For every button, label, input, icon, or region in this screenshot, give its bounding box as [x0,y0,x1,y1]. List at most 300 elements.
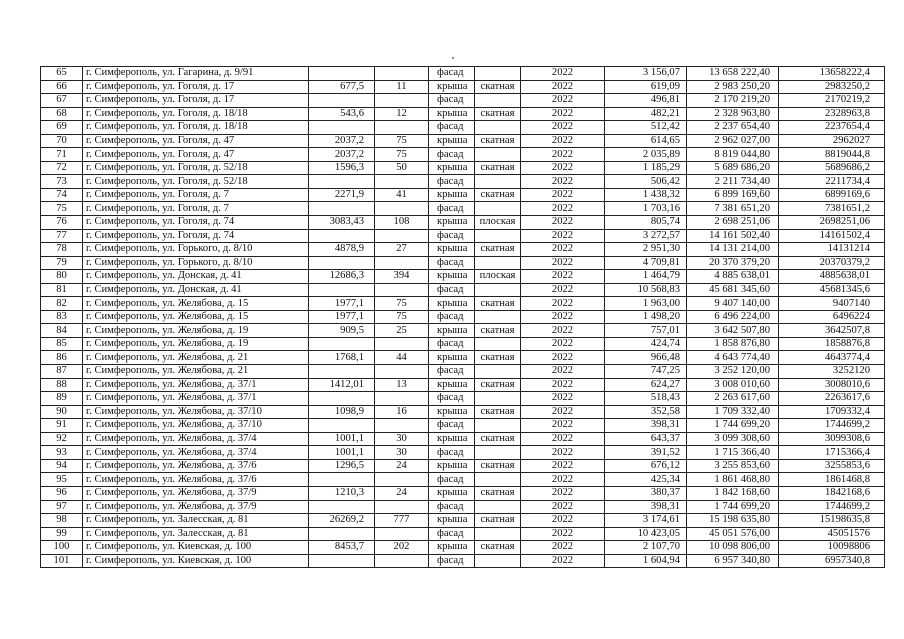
count-cell [375,256,429,270]
row-number-cell: 95 [41,473,83,487]
row-number-cell: 99 [41,527,83,541]
total-cell: 1861468,8 [779,473,885,487]
year-cell: 2022 [521,541,605,555]
table-row [41,134,885,148]
roof-type-cell [475,554,521,568]
year-cell: 2022 [521,283,605,297]
address-cell: г. Симферополь, ул. Желябова, д. 37/6 [83,459,309,473]
row-number-cell: 85 [41,337,83,351]
address-cell: г. Симферополь, ул. Желябова, д. 37/10 [83,405,309,419]
year-cell: 2022 [521,527,605,541]
area-cell [309,527,375,541]
table-row [41,310,885,324]
unit-cost-cell: 619,09 [605,80,687,94]
row-number-cell: 89 [41,392,83,406]
area-cell: 8453,7 [309,541,375,555]
work-type-cell: фасад [429,365,475,379]
roof-type-cell [475,229,521,243]
count-cell [375,94,429,108]
roof-type-cell: скатная [475,351,521,365]
unit-cost-cell: 2 951,30 [605,243,687,257]
roof-type-cell [475,256,521,270]
work-type-cell: крыша [429,270,475,284]
address-cell: г. Симферополь, ул. Залесская, д. 81 [83,527,309,541]
count-cell: 25 [375,324,429,338]
count-cell [375,337,429,351]
price-cell: 20 370 379,20 [687,256,779,270]
table-row [41,188,885,202]
table-row [41,256,885,270]
price-cell: 2 263 617,60 [687,392,779,406]
address-cell: г. Симферополь, ул. Желябова, д. 37/9 [83,500,309,514]
address-cell: г. Симферополь, ул. Желябова, д. 37/10 [83,419,309,433]
count-cell: 24 [375,486,429,500]
table-row [41,459,885,473]
unit-cost-cell: 643,37 [605,432,687,446]
total-cell: 7381651,2 [779,202,885,216]
address-cell: г. Симферополь, ул. Горького, д. 8/10 [83,256,309,270]
total-cell: 8819044,8 [779,148,885,162]
area-cell [309,256,375,270]
address-cell: г. Симферополь, ул. Гоголя, д. 52/18 [83,175,309,189]
row-number-cell: 88 [41,378,83,392]
table-row [41,202,885,216]
unit-cost-cell: 1 185,29 [605,161,687,175]
year-cell: 2022 [521,175,605,189]
address-cell: г. Симферополь, ул. Гоголя, д. 7 [83,188,309,202]
address-cell: г. Симферополь, ул. Гоголя, д. 17 [83,80,309,94]
total-cell: 6899169,6 [779,188,885,202]
area-cell: 2271,9 [309,188,375,202]
price-cell: 6 899 169,60 [687,188,779,202]
count-cell [375,175,429,189]
area-cell [309,94,375,108]
price-cell: 14 131 214,00 [687,243,779,257]
count-cell: 75 [375,148,429,162]
unit-cost-cell: 966,48 [605,351,687,365]
year-cell: 2022 [521,121,605,135]
table-row [41,419,885,433]
area-cell [309,500,375,514]
address-cell: г. Симферополь, ул. Залесская, д. 81 [83,514,309,528]
price-cell: 3 255 853,60 [687,459,779,473]
area-cell: 1596,3 [309,161,375,175]
row-number-cell: 86 [41,351,83,365]
address-cell: г. Симферополь, ул. Гоголя, д. 18/18 [83,107,309,121]
table-row [41,527,885,541]
row-number-cell: 81 [41,283,83,297]
work-type-cell: фасад [429,175,475,189]
unit-cost-cell: 391,52 [605,446,687,460]
table-row [41,94,885,108]
work-type-cell: крыша [429,243,475,257]
row-number-cell: 65 [41,67,83,81]
address-cell: г. Симферополь, ул. Желябова, д. 15 [83,310,309,324]
work-type-cell: фасад [429,148,475,162]
roof-type-cell: скатная [475,297,521,311]
price-cell: 10 098 806,00 [687,541,779,555]
count-cell: 30 [375,446,429,460]
area-cell [309,202,375,216]
total-cell: 13658222,4 [779,67,885,81]
table-row [41,337,885,351]
unit-cost-cell: 506,42 [605,175,687,189]
unit-cost-cell: 398,31 [605,419,687,433]
roof-type-cell [475,527,521,541]
row-number-cell: 70 [41,134,83,148]
row-number-cell: 80 [41,270,83,284]
roof-type-cell [475,365,521,379]
count-cell [375,283,429,297]
total-cell: 1715366,4 [779,446,885,460]
roof-type-cell: скатная [475,432,521,446]
address-cell: г. Симферополь, ул. Желябова, д. 21 [83,351,309,365]
total-cell: 1842168,6 [779,486,885,500]
work-type-cell: крыша [429,188,475,202]
row-number-cell: 100 [41,541,83,555]
area-cell: 2037,2 [309,134,375,148]
unit-cost-cell: 496,81 [605,94,687,108]
address-cell: г. Симферополь, ул. Гоголя, д. 47 [83,134,309,148]
row-number-cell: 94 [41,459,83,473]
area-cell: 1977,1 [309,297,375,311]
row-number-cell: 67 [41,94,83,108]
row-number-cell: 66 [41,80,83,94]
price-cell: 1 744 699,20 [687,419,779,433]
roof-type-cell: скатная [475,405,521,419]
year-cell: 2022 [521,188,605,202]
unit-cost-cell: 424,74 [605,337,687,351]
price-cell: 3 099 308,60 [687,432,779,446]
area-cell: 1296,5 [309,459,375,473]
row-number-cell: 82 [41,297,83,311]
roof-type-cell: скатная [475,514,521,528]
total-cell: 2170219,2 [779,94,885,108]
count-cell [375,500,429,514]
address-cell: г. Симферополь, ул. Желябова, д. 21 [83,365,309,379]
area-cell: 909,5 [309,324,375,338]
total-cell: 2962027 [779,134,885,148]
work-type-cell: фасад [429,67,475,81]
row-number-cell: 76 [41,216,83,230]
table-row [41,148,885,162]
row-number-cell: 90 [41,405,83,419]
count-cell: 13 [375,378,429,392]
roof-type-cell: скатная [475,161,521,175]
address-cell: г. Симферополь, ул. Гоголя, д. 47 [83,148,309,162]
year-cell: 2022 [521,324,605,338]
roof-type-cell [475,419,521,433]
work-type-cell: крыша [429,514,475,528]
unit-cost-cell: 3 156,07 [605,67,687,81]
unit-cost-cell: 1 963,00 [605,297,687,311]
year-cell: 2022 [521,500,605,514]
price-cell: 3 252 120,00 [687,365,779,379]
year-cell: 2022 [521,80,605,94]
total-cell: 3099308,6 [779,432,885,446]
area-cell: 1768,1 [309,351,375,365]
price-cell: 2 698 251,06 [687,216,779,230]
area-cell: 1210,3 [309,486,375,500]
area-cell: 1977,1 [309,310,375,324]
address-cell: г. Симферополь, ул. Киевская, д. 100 [83,541,309,555]
table-row [41,175,885,189]
roof-type-cell [475,202,521,216]
roof-type-cell [475,392,521,406]
price-cell: 2 170 219,20 [687,94,779,108]
year-cell: 2022 [521,378,605,392]
area-cell: 1098,9 [309,405,375,419]
work-type-cell: фасад [429,256,475,270]
total-cell: 3008010,6 [779,378,885,392]
total-cell: 4643774,4 [779,351,885,365]
work-type-cell: фасад [429,229,475,243]
roof-type-cell: скатная [475,243,521,257]
address-cell: г. Симферополь, ул. Гагарина, д. 9/91 [83,67,309,81]
unit-cost-cell: 10 423,05 [605,527,687,541]
unit-cost-cell: 1 703,16 [605,202,687,216]
work-type-cell: фасад [429,121,475,135]
year-cell: 2022 [521,554,605,568]
total-cell: 3255853,6 [779,459,885,473]
area-cell [309,67,375,81]
area-cell [309,283,375,297]
row-number-cell: 74 [41,188,83,202]
work-type-cell: фасад [429,283,475,297]
row-number-cell: 96 [41,486,83,500]
work-type-cell: фасад [429,310,475,324]
row-number-cell: 71 [41,148,83,162]
work-type-cell: крыша [429,378,475,392]
address-cell: г. Симферополь, ул. Желябова, д. 37/4 [83,446,309,460]
area-cell: 677,5 [309,80,375,94]
unit-cost-cell: 3 174,61 [605,514,687,528]
work-type-cell: фасад [429,473,475,487]
address-cell: г. Симферополь, ул. Горького, д. 8/10 [83,243,309,257]
price-cell: 1 858 876,80 [687,337,779,351]
row-number-cell: 69 [41,121,83,135]
price-cell: 14 161 502,40 [687,229,779,243]
roof-type-cell: плоская [475,216,521,230]
count-cell: 27 [375,243,429,257]
area-cell: 2037,2 [309,148,375,162]
count-cell: 75 [375,297,429,311]
area-cell [309,121,375,135]
address-cell: г. Симферополь, ул. Гоголя, д. 52/18 [83,161,309,175]
year-cell: 2022 [521,216,605,230]
work-type-cell: фасад [429,392,475,406]
area-cell: 1001,1 [309,446,375,460]
roof-type-cell [475,446,521,460]
price-cell: 1 715 366,40 [687,446,779,460]
unit-cost-cell: 676,12 [605,459,687,473]
total-cell: 1744699,2 [779,500,885,514]
price-cell: 4 643 774,40 [687,351,779,365]
table-row [41,229,885,243]
price-cell: 1 709 332,40 [687,405,779,419]
year-cell: 2022 [521,270,605,284]
total-cell: 10098806 [779,541,885,555]
unit-cost-cell: 512,42 [605,121,687,135]
area-cell: 3083,43 [309,216,375,230]
count-cell [375,229,429,243]
roof-type-cell: скатная [475,541,521,555]
unit-cost-cell: 614,65 [605,134,687,148]
unit-cost-cell: 398,31 [605,500,687,514]
price-cell: 2 983 250,20 [687,80,779,94]
area-cell [309,419,375,433]
total-cell: 1858876,8 [779,337,885,351]
table-row [41,554,885,568]
year-cell: 2022 [521,256,605,270]
row-number-cell: 98 [41,514,83,528]
work-type-cell: крыша [429,405,475,419]
table-row [41,405,885,419]
work-type-cell: крыша [429,351,475,365]
total-cell: 14161502,4 [779,229,885,243]
row-number-cell: 84 [41,324,83,338]
work-type-cell: фасад [429,419,475,433]
row-number-cell: 78 [41,243,83,257]
area-cell: 26269,2 [309,514,375,528]
work-type-cell: фасад [429,202,475,216]
area-cell: 1001,1 [309,432,375,446]
roof-type-cell [475,310,521,324]
area-cell [309,473,375,487]
price-cell: 2 962 027,00 [687,134,779,148]
count-cell: 11 [375,80,429,94]
year-cell: 2022 [521,107,605,121]
address-cell: г. Симферополь, ул. Желябова, д. 37/1 [83,392,309,406]
table-row [41,541,885,555]
price-cell: 15 198 635,80 [687,514,779,528]
price-cell: 3 008 010,60 [687,378,779,392]
count-cell [375,67,429,81]
register-table [40,66,885,568]
roof-type-cell: скатная [475,324,521,338]
work-type-cell: крыша [429,80,475,94]
table-row [41,297,885,311]
table-row [41,283,885,297]
year-cell: 2022 [521,202,605,216]
year-cell: 2022 [521,297,605,311]
table-row [41,243,885,257]
work-type-cell: фасад [429,500,475,514]
row-number-cell: 75 [41,202,83,216]
price-cell: 3 642 507,80 [687,324,779,338]
unit-cost-cell: 10 568,83 [605,283,687,297]
work-type-cell: крыша [429,324,475,338]
price-cell: 4 885 638,01 [687,270,779,284]
total-cell: 15198635,8 [779,514,885,528]
area-cell [309,365,375,379]
count-cell: 202 [375,541,429,555]
price-cell: 9 407 140,00 [687,297,779,311]
price-cell: 1 744 699,20 [687,500,779,514]
total-cell: 14131214 [779,243,885,257]
year-cell: 2022 [521,310,605,324]
address-cell: г. Симферополь, ул. Донская, д. 41 [83,283,309,297]
work-type-cell: фасад [429,554,475,568]
area-cell [309,175,375,189]
work-type-cell: крыша [429,541,475,555]
count-cell: 16 [375,405,429,419]
price-cell: 8 819 044,80 [687,148,779,162]
work-type-cell: крыша [429,134,475,148]
roof-type-cell [475,121,521,135]
unit-cost-cell: 2 107,70 [605,541,687,555]
roof-type-cell: скатная [475,107,521,121]
unit-cost-cell: 482,21 [605,107,687,121]
area-cell [309,392,375,406]
address-cell: г. Симферополь, ул. Гоголя, д. 17 [83,94,309,108]
count-cell [375,473,429,487]
table-row [41,216,885,230]
total-cell: 3252120 [779,365,885,379]
address-cell: г. Симферополь, ул. Гоголя, д. 7 [83,202,309,216]
roof-type-cell: скатная [475,486,521,500]
table-row [41,392,885,406]
price-cell: 6 957 340,80 [687,554,779,568]
year-cell: 2022 [521,351,605,365]
roof-type-cell: скатная [475,378,521,392]
total-cell: 2698251,06 [779,216,885,230]
area-cell: 4878,9 [309,243,375,257]
unit-cost-cell: 1 498,20 [605,310,687,324]
work-type-cell: фасад [429,337,475,351]
year-cell: 2022 [521,405,605,419]
unit-cost-cell: 352,58 [605,405,687,419]
unit-cost-cell: 518,43 [605,392,687,406]
roof-type-cell [475,337,521,351]
count-cell [375,121,429,135]
row-number-cell: 79 [41,256,83,270]
work-type-cell: крыша [429,297,475,311]
count-cell: 50 [375,161,429,175]
row-number-cell: 73 [41,175,83,189]
total-cell: 1744699,2 [779,419,885,433]
table-row [41,67,885,81]
work-type-cell: крыша [429,161,475,175]
table-row [41,378,885,392]
unit-cost-cell: 4 709,81 [605,256,687,270]
area-cell [309,337,375,351]
total-cell: 6496224 [779,310,885,324]
row-number-cell: 97 [41,500,83,514]
unit-cost-cell: 1 464,79 [605,270,687,284]
total-cell: 1709332,4 [779,405,885,419]
row-number-cell: 68 [41,107,83,121]
roof-type-cell: скатная [475,134,521,148]
roof-type-cell [475,148,521,162]
area-cell [309,554,375,568]
roof-type-cell: скатная [475,188,521,202]
total-cell: 2983250,2 [779,80,885,94]
row-number-cell: 87 [41,365,83,379]
row-number-cell: 92 [41,432,83,446]
count-cell: 75 [375,310,429,324]
total-cell: 45681345,6 [779,283,885,297]
work-type-cell: крыша [429,486,475,500]
unit-cost-cell: 624,27 [605,378,687,392]
table-row [41,432,885,446]
table-row [41,121,885,135]
roof-type-cell [475,473,521,487]
count-cell: 41 [375,188,429,202]
row-number-cell: 83 [41,310,83,324]
table-row [41,107,885,121]
year-cell: 2022 [521,446,605,460]
